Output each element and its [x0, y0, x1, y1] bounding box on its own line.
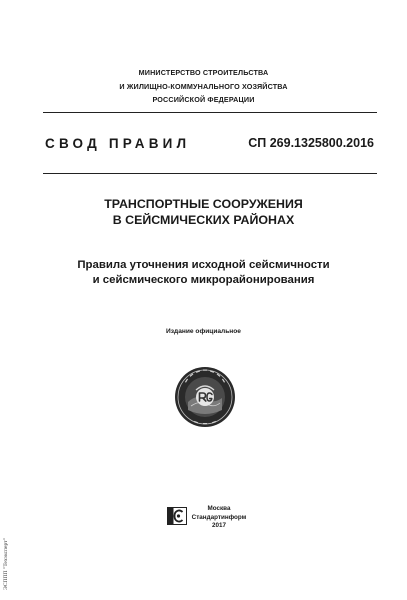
title-line: ТРАНСПОРТНЫЕ СООРУЖЕНИЯ — [104, 197, 303, 211]
ministry-line: РОССИЙСКОЙ ФЕДЕРАЦИИ — [152, 95, 255, 104]
imprint-city: Москва — [207, 505, 231, 512]
imprint-publisher: Стандартинформ — [191, 513, 247, 521]
code-number: СП 269.1325800.2016 — [248, 136, 374, 150]
subtitle-line: и сейсмического микрорайонирования — [92, 274, 315, 286]
code-label: СВОД ПРАВИЛ — [45, 136, 191, 151]
ministry-header — [0, 66, 407, 107]
document-title — [0, 196, 407, 228]
title-line: В СЕЙСМИЧЕСКИХ РАЙОНАХ — [112, 213, 295, 227]
imprint-block — [190, 505, 248, 531]
imprint-year: 2017 — [211, 522, 226, 530]
certification-seal-icon — [174, 366, 236, 428]
standartinform-logo-icon — [167, 507, 187, 525]
top-divider — [43, 112, 377, 113]
bottom-divider — [43, 173, 377, 174]
subtitle-line: Правила уточнения исходной сейсмичности — [77, 259, 330, 271]
document-subtitle — [0, 258, 407, 288]
ministry-line: И ЖИЛИЩНО-КОММУНАЛЬНОГО ХОЗЯЙСТВА — [119, 81, 288, 91]
ministry-line: МИНИСТЕРСТВО СТРОИТЕЛЬСТВА — [138, 68, 269, 77]
side-watermark-text: ЭСППП "Техэксперт" — [3, 538, 9, 590]
edition-label: Издание официальное — [166, 328, 241, 335]
